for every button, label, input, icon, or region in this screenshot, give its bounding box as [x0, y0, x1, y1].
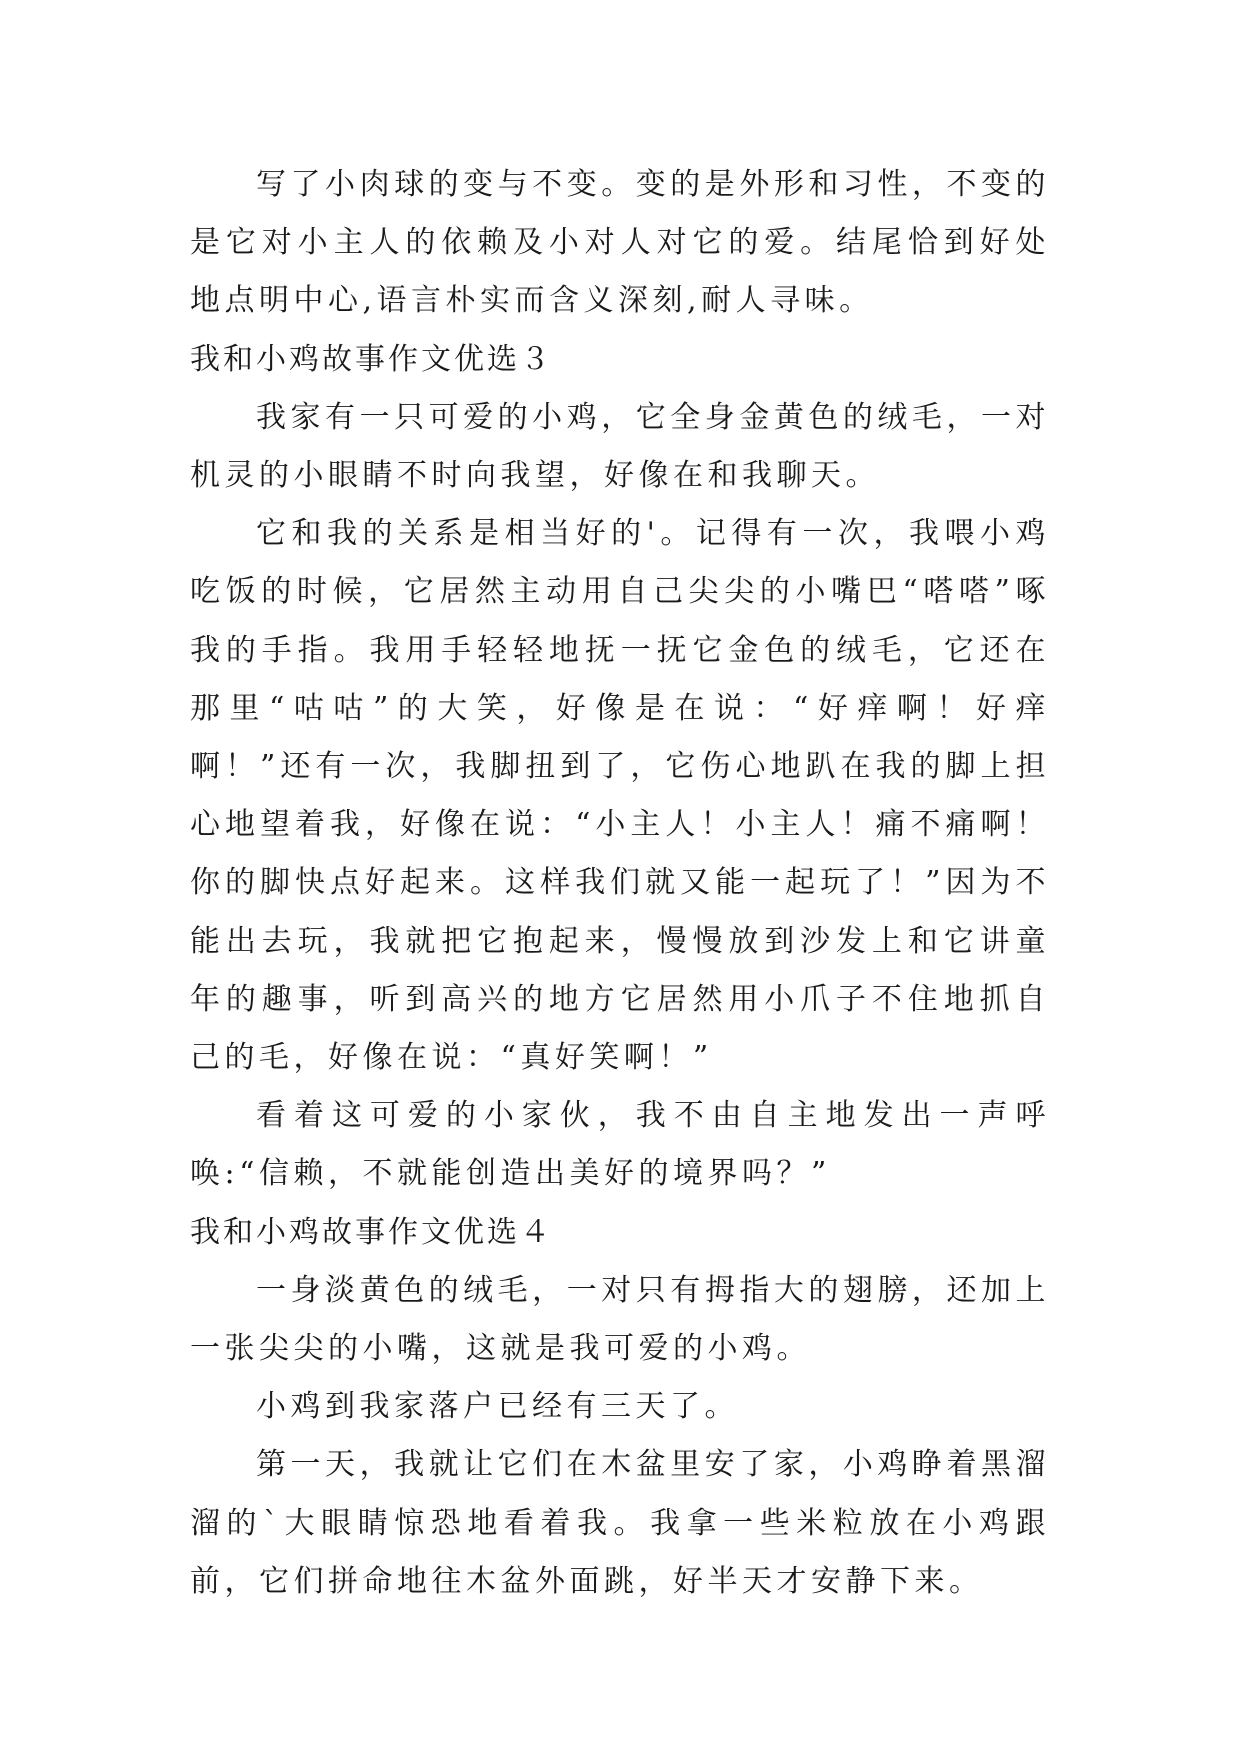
section-heading-3: 我和小鸡故事作文优选３ — [190, 341, 553, 377]
paragraph-4: 看着这可爱的小家伙，我不由自主地发出一声呼唤:“信赖，不就能创造出美好的境界吗？” — [190, 1098, 1050, 1192]
paragraph-6: 小鸡到我家落户已经有三天了。 — [256, 1389, 739, 1425]
paragraph-3: 它和我的关系是相当好的'。记得有一次，我喂小鸡吃饭的时候，它居然主动用自己尖尖的小嘴巴“嗒嗒”啄我的手指。我用手轻轻地抚一抚它金色的绒毛，它还在那里“咕咕”的大笑，好像是在说：“好痒啊！好痒啊！”还有一次，我脚扭到了，它伤心地趴在我的脚上担心地望着我，好像在说：“小主人！小主人！痛不痛啊！你的脚快点好起来。这样我们就又能一起玩了！”因为不能出去玩，我就把它抱起来，慢慢放到沙发上和它讲童年的趣事，听到高兴的地方它居然用小爪子不住地抓自己的毛，好像在说：“真好笑啊！” — [190, 516, 1050, 1076]
paragraph-7: 第一天，我就让它们在木盆里安了家，小鸡睁着黑溜溜的`大眼睛惊恐地看着我。我拿一些米粒放在小鸡跟前，它们拼命地往木盆外面跳，好半天才安静下来。 — [190, 1447, 1050, 1599]
section-heading-4: 我和小鸡故事作文优选４ — [190, 1214, 553, 1250]
paragraph-2: 我家有一只可爱的小鸡，它全身金黄色的绒毛，一对机灵的小眼睛不时向我望，好像在和我聊天。 — [190, 399, 1050, 494]
paragraph-5: 一身淡黄色的绒毛，一对只有拇指大的翅膀，还加上一张尖尖的小嘴，这就是我可爱的小鸡。 — [190, 1272, 1050, 1367]
document-body — [190, 156, 1050, 1611]
paragraph-1: 写了小肉球的变与不变。变的是外形和习性，不变的是它对小主人的依赖及小对人对它的爱。结尾恰到好处地点明中心,语言朴实而含义深刻,耐人寻味。 — [190, 167, 1050, 319]
